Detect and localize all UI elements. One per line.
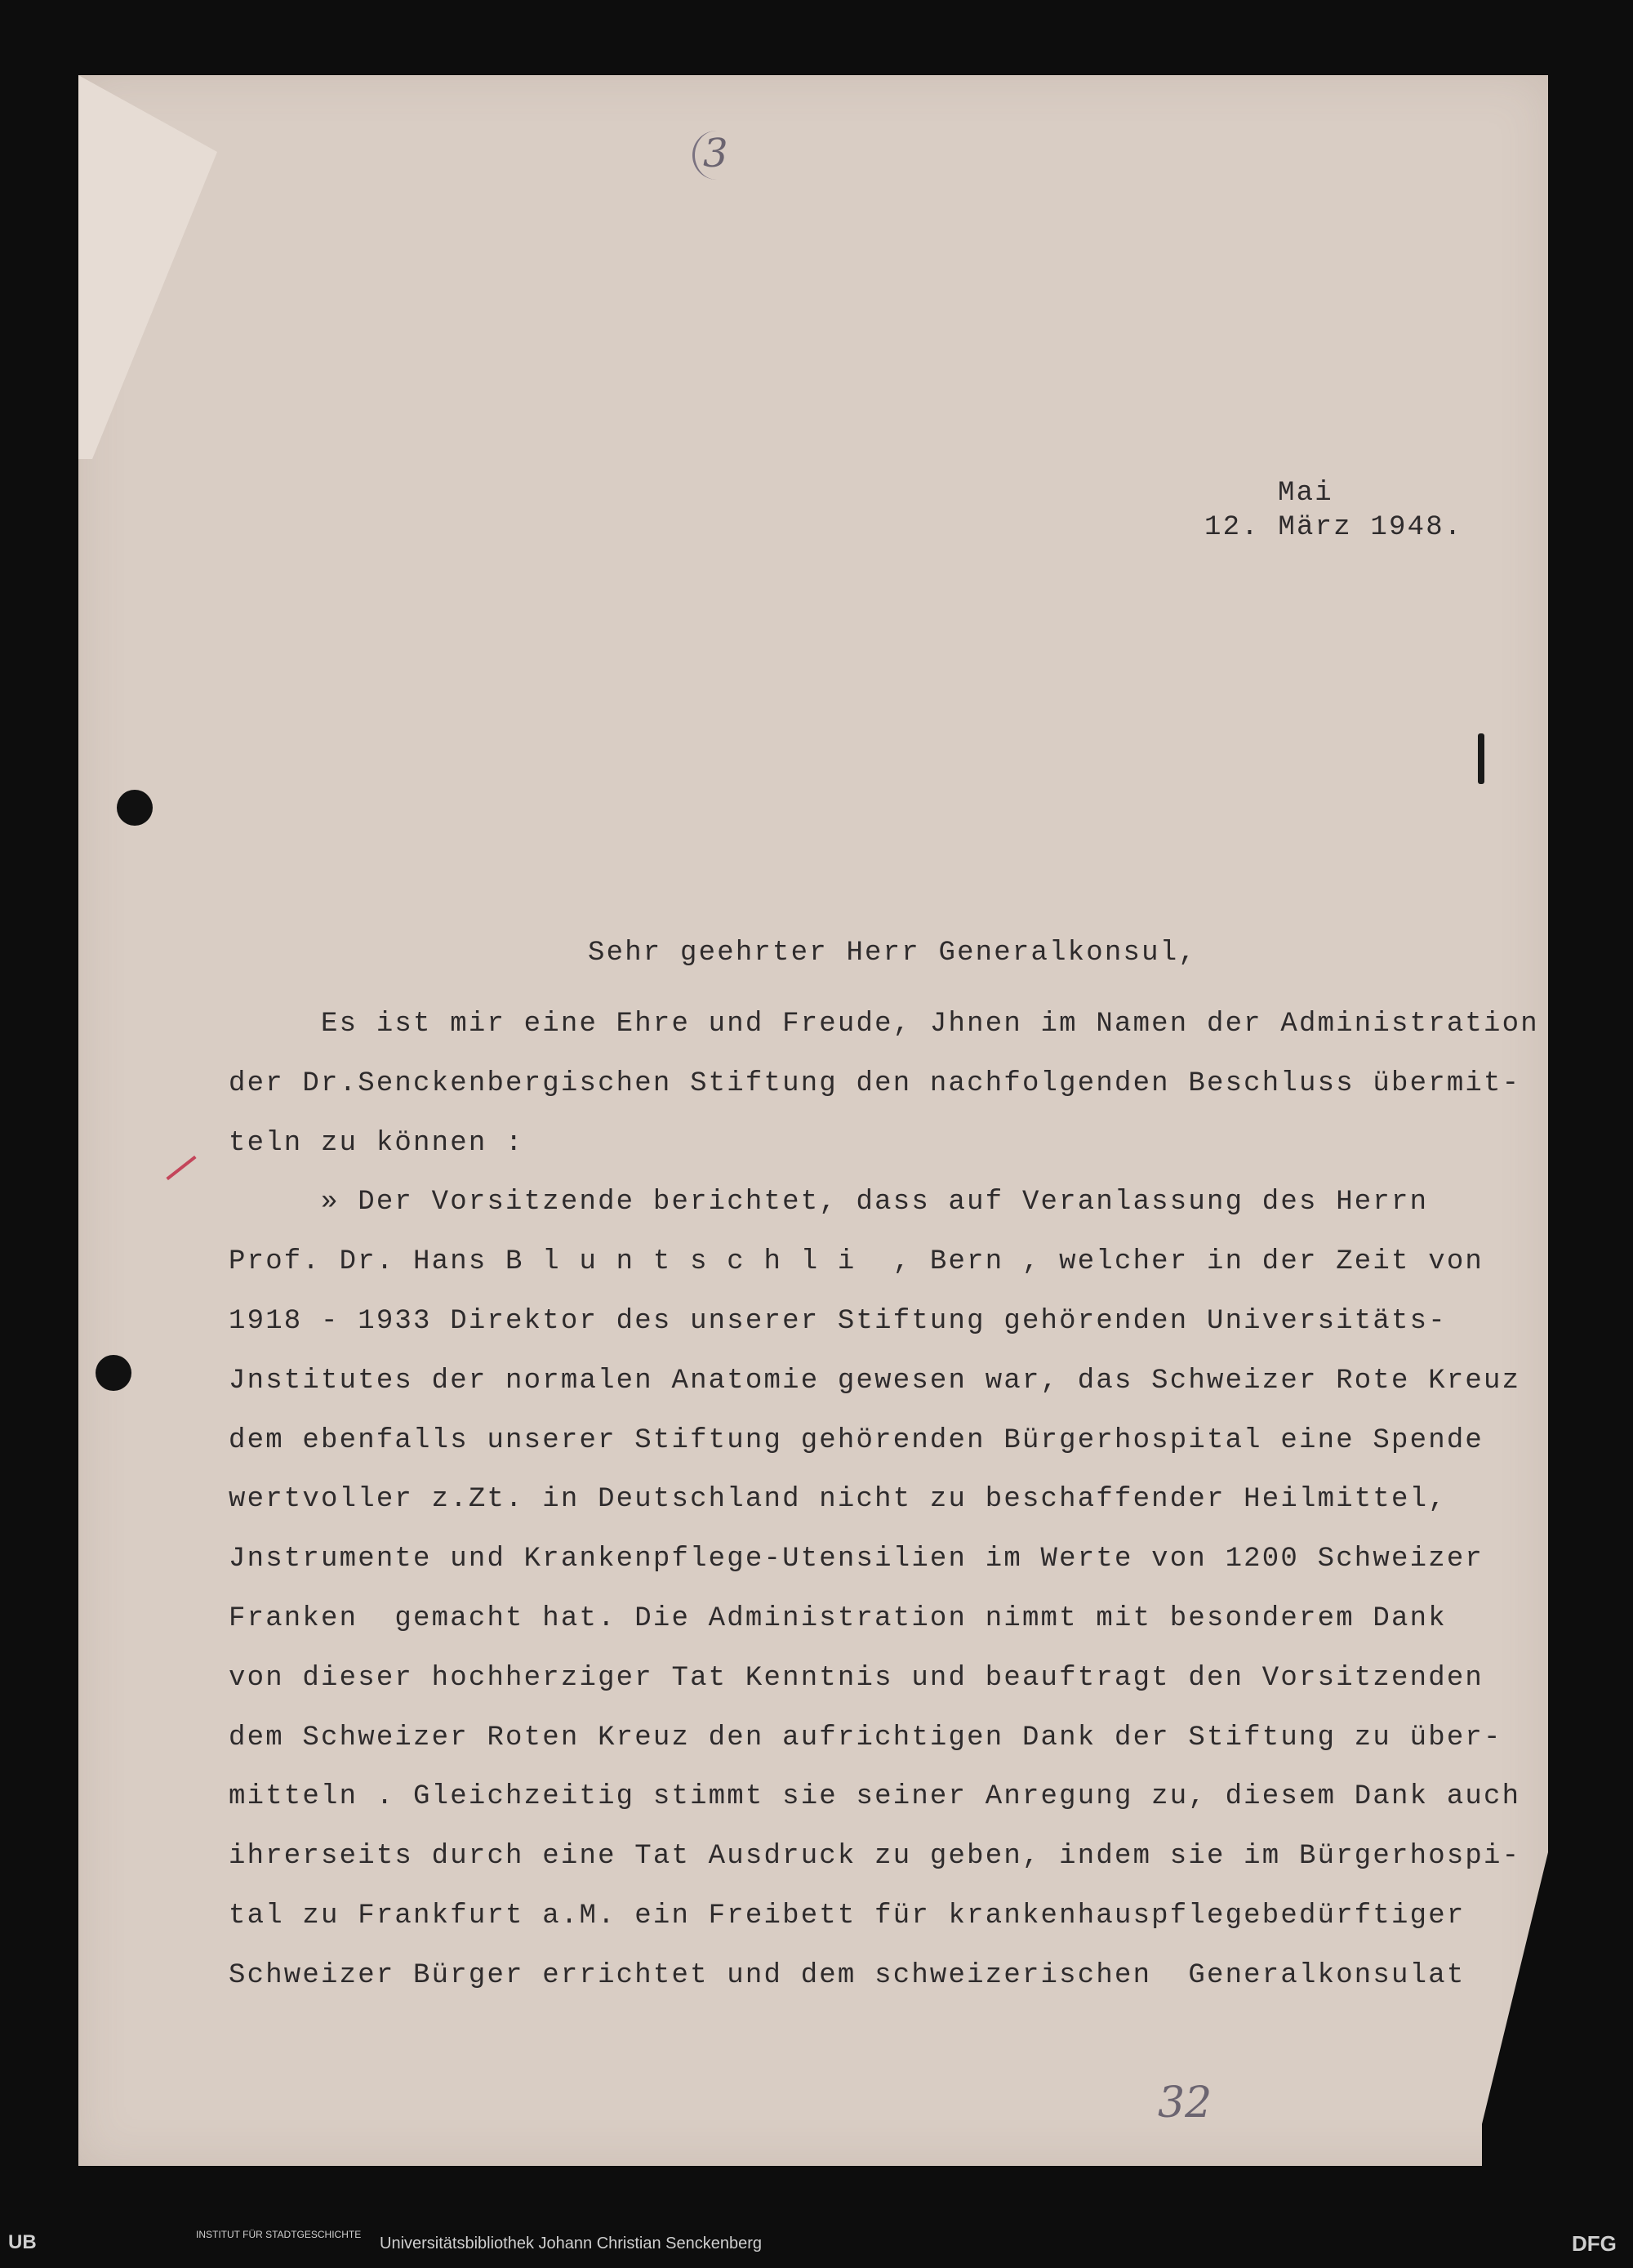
institute-logo: INSTITUT FÜR STADTGESCHICHTE xyxy=(196,2229,362,2240)
body-line: » Der Vorsitzende berichtet, dass auf Veranlassung des Herrn xyxy=(229,1187,1429,1219)
date-line: 12. März 1948. xyxy=(1204,512,1463,543)
body-line: mitteln . Gleichzeitig stimmt sie seiner Anregung zu, diesem Dank auch xyxy=(229,1781,1521,1813)
body-line: Es ist mir eine Ehre und Freude, Jhnen im Namen der Administration xyxy=(229,1009,1539,1040)
body-line: Prof. Dr. Hans B l u n t s c h l i , Bern , welcher in der Zeit von xyxy=(229,1246,1484,1278)
ub-logo: UB xyxy=(8,2231,37,2253)
ink-tick-mark xyxy=(1478,733,1484,784)
body-line: dem Schweizer Roten Kreuz den aufrichtigen Dank der Stiftung zu über- xyxy=(229,1722,1502,1753)
body-line: Franken gemacht hat. Die Administration nimmt mit besonderem Dank xyxy=(229,1602,1447,1634)
body-line: wertvoller z.Zt. in Deutschland nicht zu beschaffender Heilmittel, xyxy=(229,1484,1447,1516)
handwritten-page-mark: 3 xyxy=(692,131,768,180)
body-line: tal zu Frankfurt a.M. ein Freibett für krankenhauspflegebedürftiger xyxy=(229,1900,1466,1932)
body-line: dem ebenfalls unserer Stiftung gehörenden Bürgerhospital eine Spende xyxy=(229,1424,1484,1456)
body-line: Jnstrumente und Krankenpflege-Utensilien im Werte von 1200 Schweizer xyxy=(229,1544,1484,1575)
handwritten-folio-number: 32 xyxy=(1158,2079,1213,2128)
body-line: 1918 - 1933 Direktor des unserer Stiftung gehörenden Universitäts- xyxy=(229,1305,1447,1337)
library-name: Universitätsbibliothek Johann Christian Senckenberg xyxy=(380,2235,763,2252)
salutation: Sehr geehrter Herr Generalkonsul, xyxy=(588,938,1197,969)
punch-hole xyxy=(117,790,153,826)
archive-footer xyxy=(0,2221,1633,2268)
body-line: Schweizer Bürger errichtet und dem schweizerischen Generalkonsulat xyxy=(229,1959,1466,1991)
body-line: ihrerseits durch eine Tat Ausdruck zu geben, indem sie im Bürgerhospi- xyxy=(229,1841,1521,1873)
letter-body xyxy=(229,995,1539,2006)
body-line: der Dr.Senckenbergischen Stiftung den nachfolgenden Beschluss übermit- xyxy=(229,1067,1521,1099)
body-line: teln zu können : xyxy=(229,1127,524,1159)
dfg-logo: DFG xyxy=(1572,2231,1617,2256)
date-correction: Mai xyxy=(1278,478,1333,509)
punch-hole xyxy=(96,1355,131,1391)
body-line: von dieser hochherziger Tat Kenntnis und beauftragt den Vorsitzenden xyxy=(229,1662,1484,1694)
body-line: Jnstitutes der normalen Anatomie gewesen war, das Schweizer Rote Kreuz xyxy=(229,1365,1521,1397)
